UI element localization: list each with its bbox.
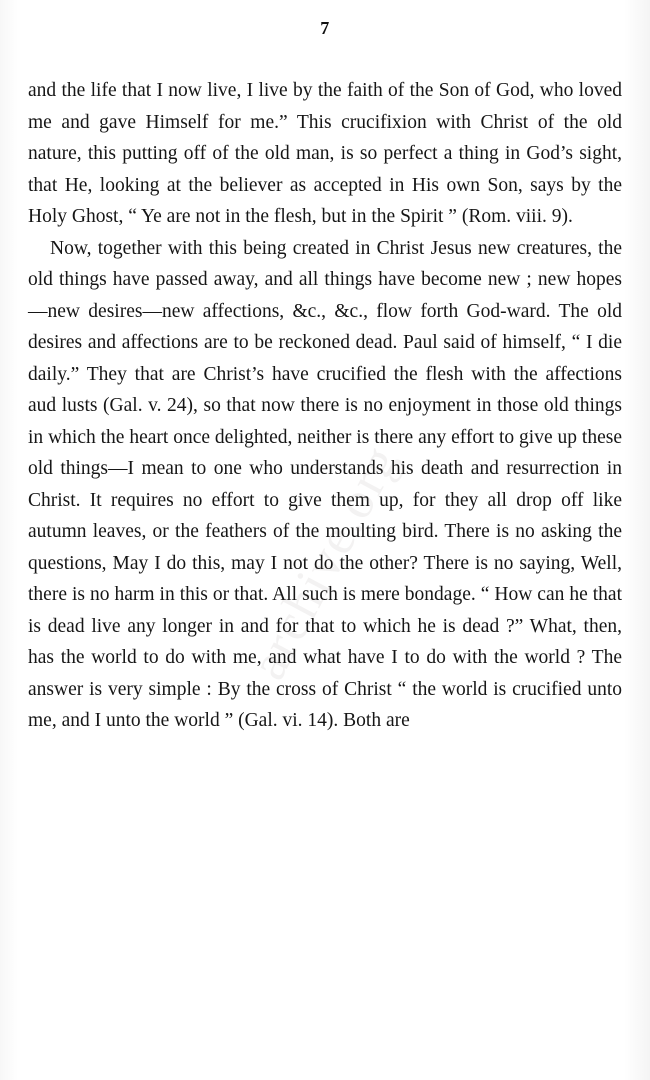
paragraph-2: Now, together with this being created in Christ Jesus new creatures, the old things have passed away, and all things have become new ; new hopes—new desires—new affections, &c., &c., flow forth God-ward. The old desires and affections are to be reckoned dead. Paul said of himself, “ I die daily.” They that are Christ’s have crucified the flesh with the affections aud lusts (Gal. v. 24), so that now there is no enjoyment in those old things in which the heart once delighted, neither is there any effort to give up these old things—I mean to one who understands his death and resurrection in Christ. It requires no effort to give them up, for they all drop off like autumn leaves, or the feathers of the moulting bird. There is no asking the questions, May I do this, may I not do the other? There is no saying, Well, there is no harm in this or that. All such is mere bondage. “ How can he that is dead live any longer in and for that to which he is dead ?” What, then, has the world to do with me, and what have I to do with the world ? The answer is very simple : By the cross of Christ “ the world is crucified unto me, and I unto the world ” (Gal. vi. 14). Both are (28, 237, 622, 731)
page-edge-shadow-right (624, 0, 650, 1080)
page-body-text (28, 75, 622, 737)
watermark-text: archive.org (239, 435, 411, 689)
page-number: 7 (320, 18, 330, 38)
page-edge-shadow-left (0, 0, 18, 1080)
paragraph-1: and the life that I now live, I live by the faith of the Son of God, who loved me and gave Himself for me.” This crucifixion with Christ of the old nature, this putting off of the old man, is so perfect a thing in God’s sight, that He, looking at the believer as accepted in His own Son, says by the Holy Ghost, “ Ye are not in the flesh, but in the Spirit ” (Rom. viii. 9). (28, 80, 622, 227)
